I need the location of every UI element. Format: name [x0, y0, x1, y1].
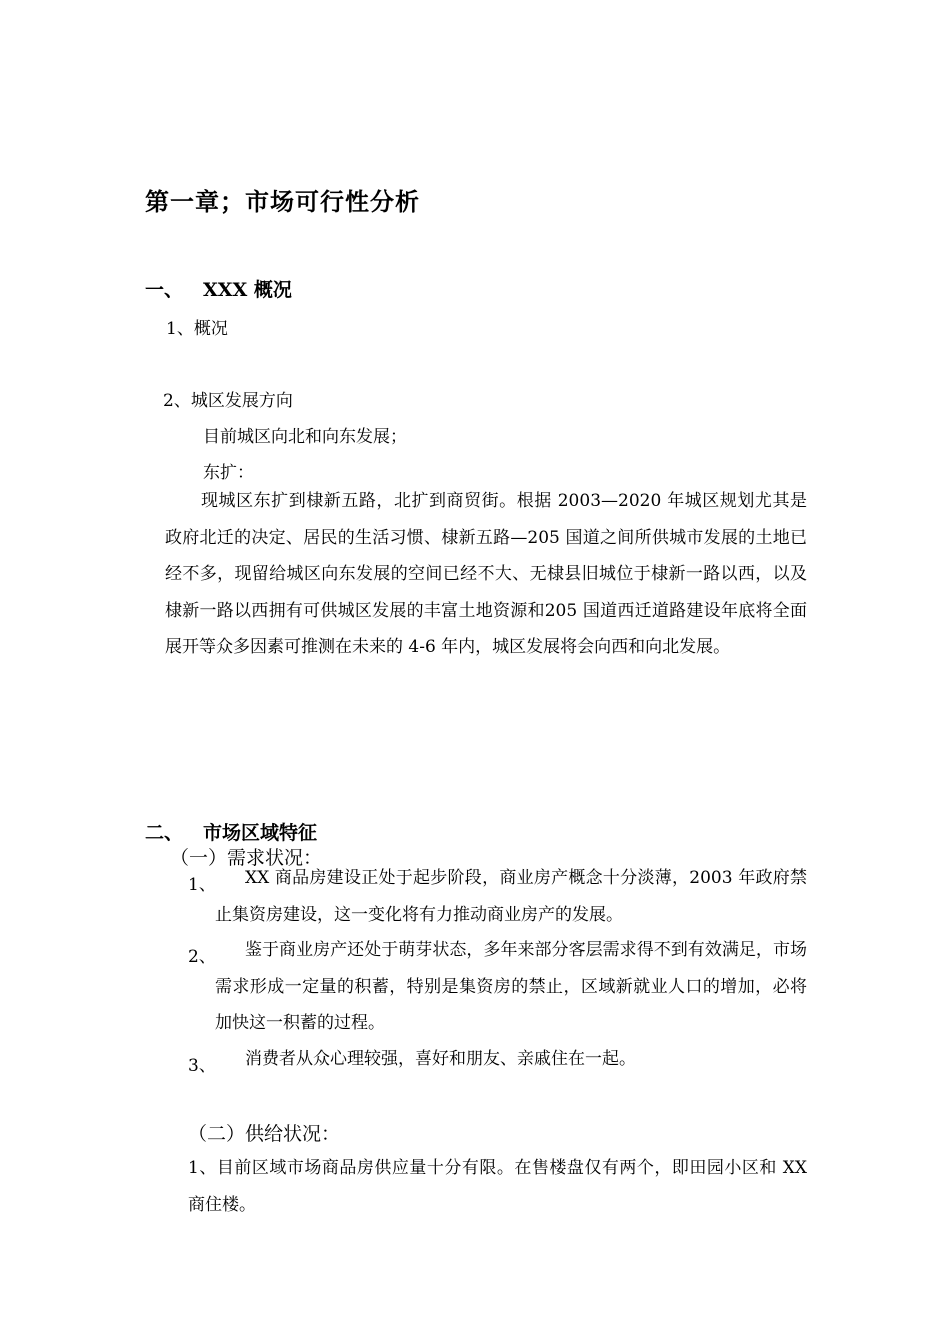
demand-item-1-text: XX 商品房建设正处于起步阶段，商业房产概念十分淡薄，2003 年政府禁止集资房建设，这一变化将有力推动商业房产的发展。 [215, 868, 807, 925]
section1-title: XXX 概况 [203, 279, 292, 301]
section2-title: 市场区域特征 [203, 822, 318, 844]
section1-item2: 2、城区发展方向 [163, 391, 293, 411]
demand-heading: （一）需求状况： [170, 847, 323, 869]
section1-number: 一、 [145, 279, 184, 301]
section1-paragraph: 现城区东扩到棣新五路，北扩到商贸街。根据 2003—2020 年城区规划尤其是政府北迁的决定、居民的生活习惯、棣新五路—205 国道之间所供城市发展的土地已经不多，现留给城区向东发展的空间已经不大、无棣县旧城位于棣新一路以西，以及棣新一路以西拥有可供城区发展的丰富土地资源和205 国道西迁道路建设年底将全面展开等众多因素可推测在未来的 4-6 年内，城区发展将会向西和向北发展。 [165, 491, 807, 657]
section1-line1: 目前城区向北和向东发展； [203, 427, 407, 447]
section1-item1: 1、概况 [166, 319, 228, 339]
supply-paragraph: 1、目前区域市场商品房供应量十分有限。在售楼盘仅有两个，即田园小区和 XX 商住楼。 [188, 1158, 807, 1215]
demand-item-3-text: 消费者从众心理较强，喜好和朋友、亲戚住在一起。 [245, 1049, 636, 1069]
chapter-title: 第一章；市场可行性分析 [145, 187, 420, 216]
demand-item-1-number: 1、 [188, 875, 216, 895]
section1-line2: 东扩： [203, 463, 254, 483]
supply-heading: （二）供给状况： [188, 1123, 341, 1145]
demand-item-3-number: 3、 [188, 1056, 216, 1076]
section2-number: 二、 [145, 822, 184, 844]
demand-item-2-text: 鉴于商业房产还处于萌芽状态，多年来部分客层需求得不到有效满足，市场需求形成一定量的积蓄，特别是集资房的禁止，区域新就业人口的增加，必将加快这一积蓄的过程。 [215, 940, 807, 1033]
demand-item-2-number: 2、 [188, 947, 216, 967]
